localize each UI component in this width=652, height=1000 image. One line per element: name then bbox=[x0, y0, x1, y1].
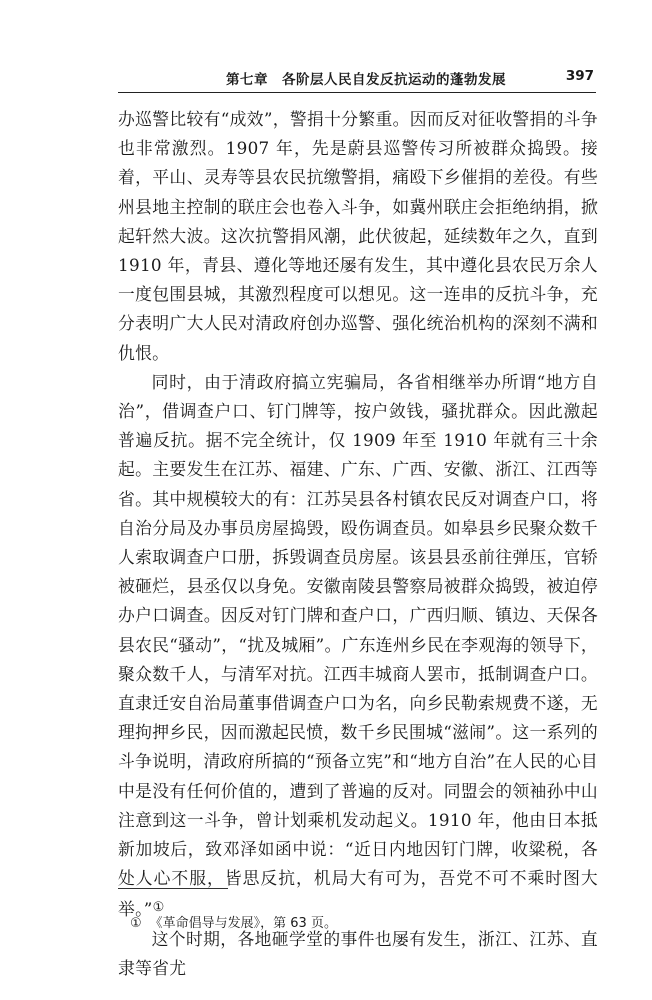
paragraph-2-text: 同时，由于清政府搞立宪骗局，各省相继举办所谓“地方自治”，借调查户口、钉门牌等，按户敛钱，骚扰群众。因此激起普遍反抗。据不完全统计，仅 1909 年至 1910 年就有三十余起。主要发生在江苏、福建、广东、广西、安徽、浙江、江西等省。其中规模较大的有：江苏吴县各村镇农民反对调查户口，将自治分局及办事员房屋捣毁，殴伤调查员。如皋县乡民聚众数千人索取调查户口册，拆毁调查员房屋。该县县丞前往弹压，官轿被砸烂，县丞仅以身免。安徽南陵县警察局被群众捣毁，被迫停办户口调查。因反对钉门牌和查户口，广西归顺、镇边、天保各县农民“骚动”，“扰及城厢”。广东连州乡民在李观海的领导下，聚众数千人，与清军对抗。江西丰城商人罢市，抵制调查户口。直隶迁安自治局董事借调查户口为名，向乡民勒索规费不遂，无理拘押乡民，因而激起民愤，数千乡民围城“滋闹”。这一系列的斗争说明，清政府所搞的“预备立宪”和“地方自治”在人民的心目中是没有任何价值的，遭到了普遍的反对。同盟会的领袖孙中山注意到这一斗争，曾计划乘机发动起义。1910 年，他由日本抵新加坡后，致邓泽如函中说：“近日内地因钉门牌，收粱税，各处人心不服，皆思反抗，机局大有可为，吾党不可不乘时图大举。” bbox=[118, 371, 598, 920]
running-header bbox=[118, 68, 596, 93]
body-text bbox=[118, 105, 598, 983]
paragraph-3-text: 这个时期，各地砸学堂的事件也屡有发生，浙江、江苏、直隶等省尤 bbox=[118, 928, 598, 978]
footnote-mark: ① bbox=[130, 916, 142, 931]
footnote-text: 《革命倡导与发展》，第 63 页。 bbox=[149, 916, 337, 931]
footnote-divider bbox=[118, 888, 228, 889]
footnote bbox=[130, 912, 345, 931]
footnote-reference: ① bbox=[152, 900, 165, 916]
chapter-title: 第七章 各阶层人民自发反抗运动的蓬勃发展 bbox=[226, 72, 506, 88]
paragraph-2 bbox=[118, 368, 598, 925]
page-number: 397 bbox=[565, 68, 594, 84]
paragraph-3 bbox=[118, 925, 598, 983]
paragraph-1-text: 办巡警比较有“成效”，警捐十分繁重。因而反对征收警捐的斗争也非常激烈。1907 年，先是蔚县巡警传习所被群众捣毁。接着，平山、灵寿等县农民抗缴警捐，痛殴下乡催捐的差役。有些州县地主控制的联庄会也卷入斗争，如冀州联庄会拒绝纳捐，掀起轩然大波。这次抗警捐风潮，此伏彼起，延续数年之久，直到 1910 年，青县、遵化等地还屡有发生，其中遵化县农民万余人一度包围县城，其激烈程度可以想见。这一连串的反抗斗争，充分表明广大人民对清政府创办巡警、强化统治机构的深刻不满和仇恨。 bbox=[118, 109, 598, 363]
paragraph-1 bbox=[118, 105, 598, 368]
